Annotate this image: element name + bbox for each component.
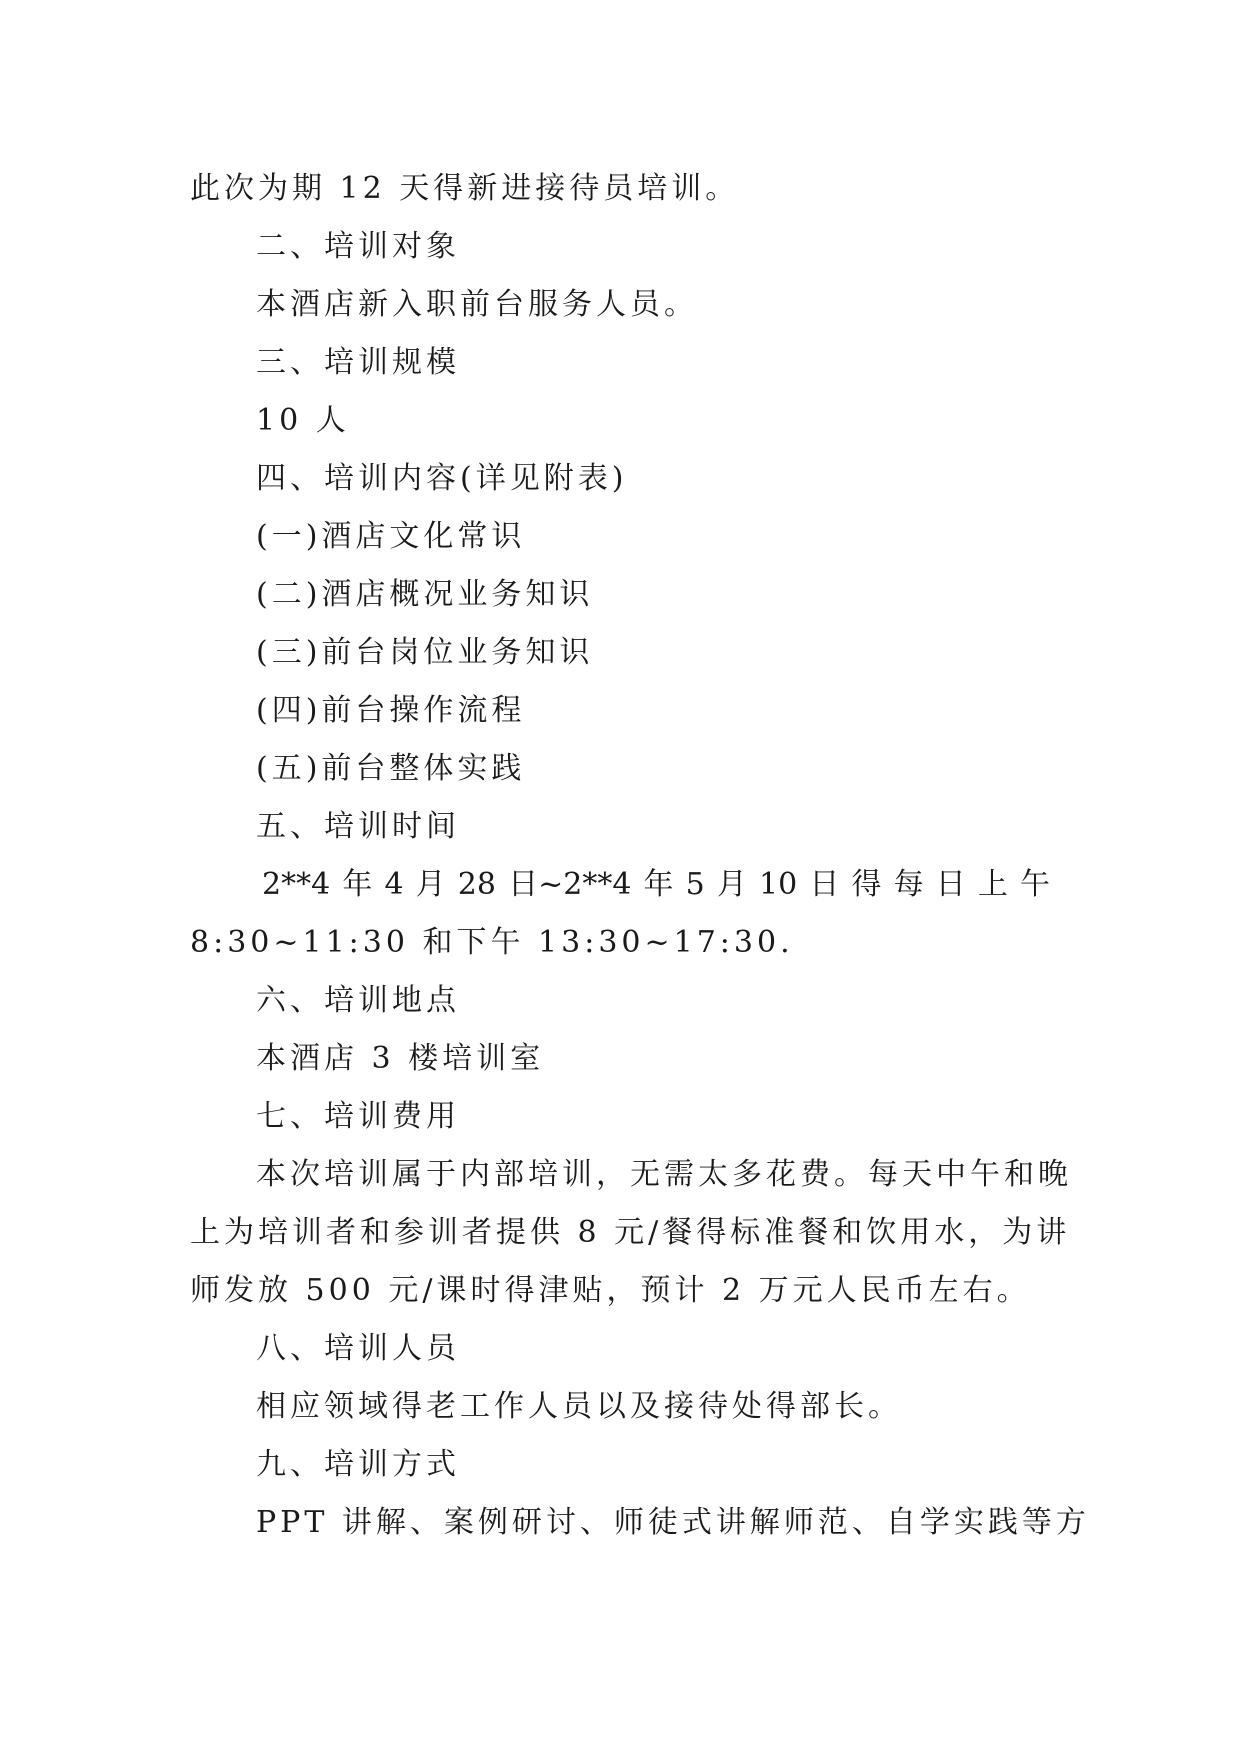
time-token: 月	[415, 867, 446, 902]
time-text-line-1	[190, 856, 1050, 914]
location-text: 本酒店 3 楼培训室	[256, 1041, 545, 1076]
time-token: 日~2**4	[508, 867, 632, 902]
time-token: 午	[1019, 867, 1050, 902]
method-text: PPT 讲解、案例研讨、师徒式讲解师范、自学实践等方	[256, 1505, 1090, 1540]
section-heading-location: 六、培训地点	[256, 983, 460, 1018]
time-token: 年	[643, 867, 674, 902]
content-item-3: (三)前台岗位业务知识	[256, 635, 594, 670]
time-token: 10	[759, 867, 798, 902]
time-token: 日	[935, 867, 966, 902]
content-item-4: (四)前台操作流程	[256, 693, 526, 728]
time-token: 得	[851, 867, 882, 902]
intro-line: 此次为期 12 天得新进接待员培训。	[190, 171, 740, 206]
scale-text: 10 人	[256, 403, 350, 438]
time-token: 28	[457, 867, 496, 902]
content-item-1: (一)酒店文化常识	[256, 519, 526, 554]
section-heading-cost: 七、培训费用	[256, 1099, 460, 1134]
section-heading-method: 九、培训方式	[256, 1447, 460, 1482]
section-heading-staff: 八、培训人员	[256, 1331, 460, 1366]
time-token: 年	[342, 867, 373, 902]
time-text-line-2: 8:30~11:30 和下午 13:30~17:30.	[190, 925, 794, 960]
cost-text-line-3: 师发放 500 元/课时得津贴，预计 2 万元人民币左右。	[190, 1273, 1031, 1308]
cost-text-line-2: 上为培训者和参训者提供 8 元/餐得标准餐和饮用水，为讲	[190, 1215, 1071, 1250]
time-token: 2**4	[262, 867, 331, 902]
cost-text-line-1: 本次培训属于内部培训，无需太多花费。每天中午和晚	[256, 1157, 1072, 1192]
content-item-5: (五)前台整体实践	[256, 751, 526, 786]
document-body	[190, 160, 1090, 1552]
content-item-2: (二)酒店概况业务知识	[256, 577, 594, 612]
time-token: 日	[809, 867, 840, 902]
section-heading-time: 五、培训时间	[256, 809, 460, 844]
staff-text: 相应领域得老工作人员以及接待处得部长。	[256, 1389, 902, 1424]
time-token: 每	[893, 867, 924, 902]
time-token: 上	[977, 867, 1008, 902]
section-heading-target: 二、培训对象	[256, 229, 460, 264]
time-token: 4	[384, 867, 404, 902]
time-token: 月	[716, 867, 747, 902]
section-heading-content: 四、培训内容(详见附表)	[256, 461, 628, 496]
target-text: 本酒店新入职前台服务人员。	[256, 287, 698, 322]
time-token: 5	[685, 867, 705, 902]
section-heading-scale: 三、培训规模	[256, 345, 460, 380]
